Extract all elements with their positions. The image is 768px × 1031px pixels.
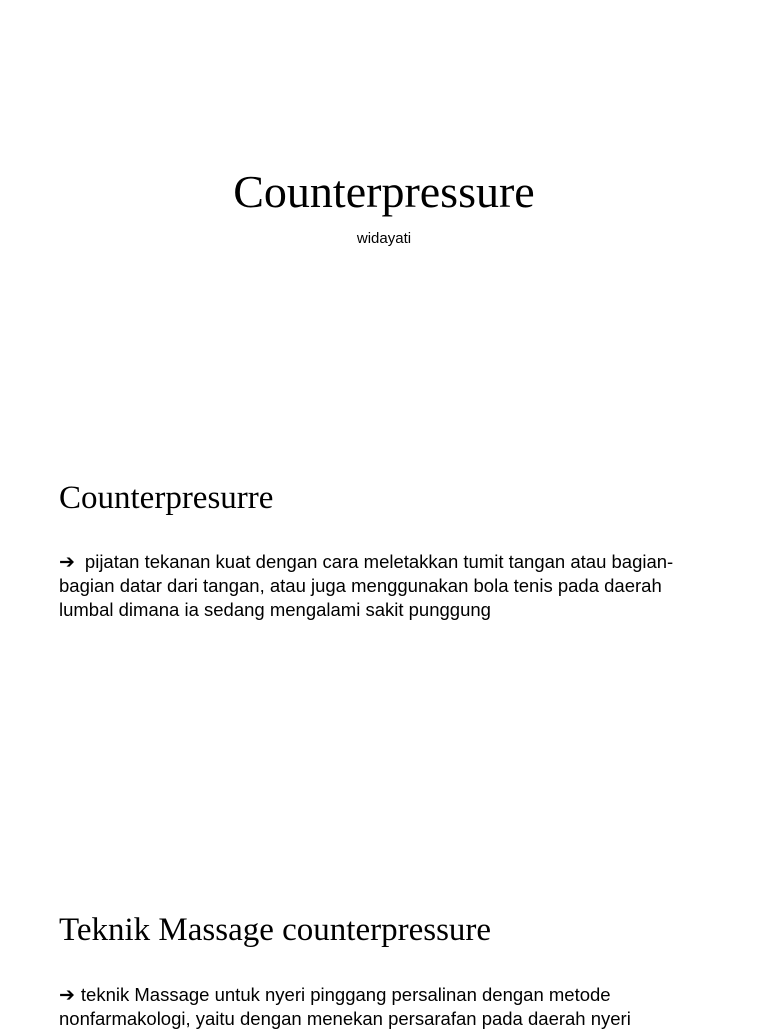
bullet-text: pijatan tekanan kuat dengan cara meletakkan tumit tangan atau bagian-bagian datar dari tangan, atau juga menggunakan bola tenis pada daerah lumbal dimana ia sedang mengalami sakit punggung [59,551,674,620]
slide-heading: Teknik Massage counterpressure [59,912,492,948]
slide-body-text [59,550,719,622]
author-subtitle: widayati [356,230,412,247]
right-arrow-icon: ➔ [59,984,75,1006]
definition-slide [0,430,768,860]
bullet-text: teknik Massage untuk nyeri pinggang persalinan dengan metode nonfarmakologi, yaitu dengan menekan persarafan pada daerah nyeri [59,984,631,1029]
slide-heading: Counterpresurre [59,480,274,516]
right-arrow-icon: ➔ [59,551,75,573]
page-title: Counterpressure [233,166,535,217]
title-slide [0,0,768,430]
technique-slide [0,860,768,1029]
